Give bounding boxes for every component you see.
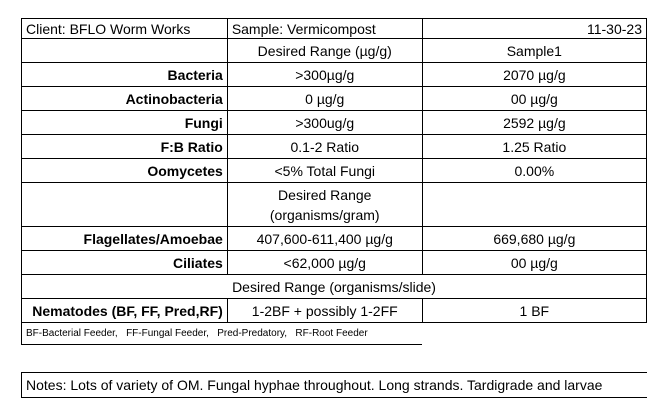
desired-value: >300ug/g: [227, 111, 422, 135]
row-label: Bacteria: [22, 63, 228, 87]
empty-cell: [22, 183, 228, 227]
legend-ff: FF-Fungal Feeder,: [126, 328, 209, 339]
legend-row: [22, 323, 647, 345]
row-label: Actinobacteria: [22, 87, 228, 111]
slide-header-row: [22, 275, 647, 299]
sample-header: Sample1: [422, 39, 646, 63]
table-row: [22, 299, 647, 323]
notes-line: Notes: Lots of variety of OM. Fungal hyphae throughout. Long strands. Tardigrade and larvae: [21, 372, 647, 398]
sample-value: 0.00%: [422, 159, 646, 183]
desired-value: 0 µg/g: [227, 87, 422, 111]
row-label: Flagellates/Amoebae: [22, 227, 228, 251]
row-label: Ciliates: [22, 251, 228, 275]
sample-value: 2070 µg/g: [422, 63, 646, 87]
column-header-row: [22, 39, 647, 63]
sample-value: 00 µg/g: [422, 87, 646, 111]
sample-value: 669,680 µg/g: [422, 227, 646, 251]
desired-value: 407,600-611,400 µg/g: [227, 227, 422, 251]
row-label: Nematodes (BF, FF, Pred,RF): [22, 299, 228, 323]
table-row: [22, 159, 647, 183]
empty-cell: [22, 39, 228, 63]
report-sheet: [21, 18, 647, 345]
organism-range-header: [227, 183, 422, 227]
desired-value: <5% Total Fungi: [227, 159, 422, 183]
legend-pred: Pred-Predatory,: [217, 328, 288, 339]
desired-value: 0.1-2 Ratio: [227, 135, 422, 159]
organism-header-row: [22, 183, 647, 227]
table-row: [22, 227, 647, 251]
sample-value: 2592 µg/g: [422, 111, 646, 135]
desired-range-header: Desired Range (µg/g): [227, 39, 422, 63]
legend-rf: RF-Root Feeder: [295, 328, 368, 339]
client-cell: Client: BFLO Worm Works: [22, 19, 228, 39]
table-row: [22, 63, 647, 87]
sample-value: 1 BF: [422, 299, 646, 323]
sample-cell: Sample: Vermicompost: [227, 19, 422, 39]
table-row: [22, 111, 647, 135]
legend-cell: [22, 323, 423, 345]
organism-header-line2: (organisms/gram): [269, 206, 380, 223]
sample-value: 00 µg/g: [422, 251, 646, 275]
header-row: [22, 19, 647, 39]
table-row: [22, 87, 647, 111]
sample-value: 1.25 Ratio: [422, 135, 646, 159]
desired-value: <62,000 µg/g: [227, 251, 422, 275]
slide-range-header: Desired Range (organisms/slide): [22, 275, 647, 299]
legend-bf: BF-Bacterial Feeder,: [26, 328, 118, 339]
results-table: [21, 18, 647, 345]
empty-cell: [422, 183, 646, 227]
row-label: F:B Ratio: [22, 135, 228, 159]
desired-value: 1-2BF + possibly 1-2FF: [227, 299, 422, 323]
row-label: Oomycetes: [22, 159, 228, 183]
row-label: Fungi: [22, 111, 228, 135]
empty-cell: [422, 323, 646, 345]
date-cell: 11-30-23: [422, 19, 646, 39]
table-row: [22, 251, 647, 275]
table-row: [22, 135, 647, 159]
desired-value: >300µg/g: [227, 63, 422, 87]
organism-header-line1: Desired Range: [278, 186, 372, 203]
